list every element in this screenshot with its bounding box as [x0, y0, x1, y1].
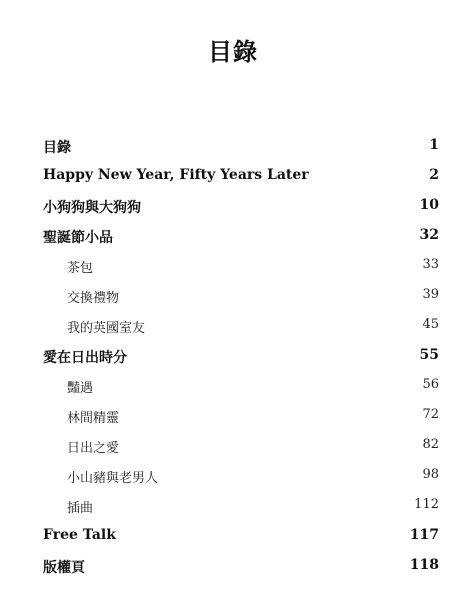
- toc-subentry[interactable]: [0, 460, 466, 490]
- toc-subentry-page: 72: [422, 407, 439, 422]
- toc-subentry-page: 39: [422, 287, 439, 302]
- toc-entry-page: 2: [429, 167, 439, 183]
- toc-entry-page: 10: [419, 197, 439, 213]
- toc-subentry-page: 112: [414, 497, 439, 512]
- toc-subentry[interactable]: [0, 490, 466, 520]
- toc-subentry-title: 交換禮物: [67, 291, 120, 306]
- toc-subentry[interactable]: [0, 400, 466, 430]
- toc-subentry-title: 日出之愛: [67, 441, 120, 456]
- toc-entry-page: 32: [419, 227, 439, 243]
- toc-entry-page: 117: [409, 527, 439, 543]
- toc-entry[interactable]: [0, 190, 466, 220]
- toc-entry-title: 版權頁: [43, 560, 85, 576]
- toc-subentry-page: 56: [422, 377, 439, 392]
- toc-subentry[interactable]: [0, 370, 466, 400]
- toc-entry-title: 聖誕節小品: [43, 230, 113, 246]
- toc-entry[interactable]: [0, 160, 466, 190]
- page-title: 目錄: [208, 37, 258, 66]
- toc-subentry[interactable]: [0, 280, 466, 310]
- toc-subentry-page: 45: [422, 317, 439, 332]
- toc-entry-page: 118: [409, 557, 439, 573]
- toc-subentry-page: 33: [422, 257, 439, 272]
- toc-entry-title: 愛在日出時分: [43, 350, 127, 366]
- toc-subentry[interactable]: [0, 310, 466, 340]
- table-of-contents: [0, 130, 466, 580]
- toc-entry[interactable]: [0, 520, 466, 550]
- toc-subentry-title: 插曲: [67, 501, 94, 516]
- toc-entry[interactable]: [0, 220, 466, 250]
- toc-subentry[interactable]: [0, 250, 466, 280]
- toc-subentry-title: 豔遇: [67, 381, 94, 396]
- toc-entry-page: 55: [419, 347, 439, 363]
- toc-entry[interactable]: [0, 130, 466, 160]
- toc-subentry-page: 98: [422, 467, 439, 482]
- toc-subentry-title: 林間精靈: [67, 411, 120, 426]
- toc-entry-title: 小狗狗與大狗狗: [43, 200, 141, 216]
- toc-entry-title: Free Talk: [43, 527, 116, 543]
- toc-entry[interactable]: [0, 340, 466, 370]
- toc-subentry-title: 我的英國室友: [67, 321, 146, 336]
- toc-subentry-title: 茶包: [67, 261, 94, 276]
- toc-subentry[interactable]: [0, 430, 466, 460]
- toc-entry-page: 1: [429, 137, 439, 153]
- toc-subentry-page: 82: [422, 437, 439, 452]
- toc-entry[interactable]: [0, 550, 466, 580]
- toc-entry-title: Happy New Year, Fifty Years Later: [43, 167, 309, 183]
- toc-subentry-title: 小山豬與老男人: [67, 471, 159, 486]
- toc-entry-title: 目錄: [43, 140, 71, 156]
